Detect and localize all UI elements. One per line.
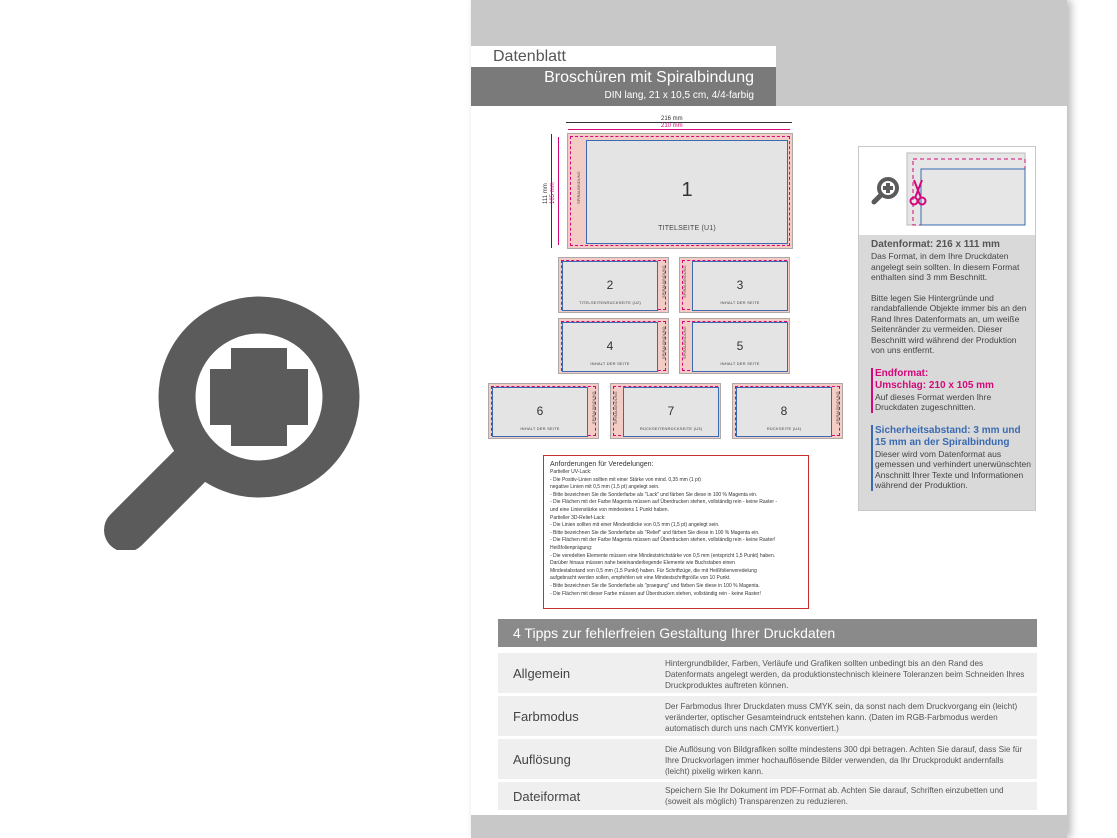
page-8: 8 RÜCKSEITE (U4) SPIRALBINDUNG [732, 383, 843, 439]
cover-label: TITELSEITE (U1) [658, 225, 716, 232]
finishing-line: Darüber hinaus müssen nahe beieinanderliegende Elemente wie Buchstaben einen [550, 560, 735, 567]
page-subtitle: DIN lang, 21 x 10,5 cm, 4/4-farbig [604, 90, 754, 101]
format-text: Das Format, in dem Ihre Druckdaten angelegt sein sollten. In diesem Format enthalten sind 3 mm Beschnitt. [871, 251, 1020, 282]
title-bar [471, 67, 776, 106]
format-text-2: Bitte legen Sie Hintergründe und randabfallende Objekte immer bis an den Rand Ihres Datenformats an, um weiße Seitenränder zu vermeiden. Dieser Beschnitt wird während der Produktion von uns entfernt. [871, 292, 1027, 355]
cover-page [567, 133, 793, 249]
zoom-in-small-icon[interactable] [871, 175, 901, 205]
dimension-line-pink [568, 129, 790, 130]
page-2: 2 TITELSEITENRÜCKSEITE (U2) SPIRALBINDUNG [558, 257, 669, 313]
finishing-line: - Die Flächen mit der Farbe Magenta müssen auf Überdrucken stehen, vollständig rein - keine Raster - [550, 499, 778, 506]
finishing-line: aufgebracht werden sollen, empfehlen wir eine Mindestschriftgröße von 10 Punkt. [550, 575, 731, 582]
finishing-line: - Die Flächen mit der Farbe Magenta müssen auf Überdrucken stehen, vollständig rein - keine Raster! [550, 537, 776, 544]
zoom-in-icon[interactable] [104, 290, 364, 550]
finishing-requirements-box [543, 455, 809, 609]
end-format-size: Umschlag: 210 x 105 mm [875, 379, 994, 391]
header-band-right [776, 46, 1067, 106]
tip-row-farbmodus [498, 696, 1037, 736]
info-preview [859, 147, 1035, 235]
page-title: Broschüren mit Spiralbindung [544, 69, 754, 86]
tips-heading: 4 Tipps zur fehlerfreien Gestaltung Ihrer Druckdaten [498, 619, 1037, 647]
finishing-line: Mindestabstand von 0,5 mm (1,5 Punkt) haben. Für Schriftzüge, die mit Heißfolienveredelung [550, 567, 757, 574]
dimension-width-outer: 216 mm [661, 116, 683, 122]
finishing-line: - Die Linien sollten mit einer Mindestdicke von 0,5 mm (1,5 pt) angelegt sein. [550, 522, 720, 529]
spine-label: SPIRALBINDUNG [576, 171, 581, 204]
header-band [471, 0, 1067, 46]
dimension-height-outer: 111 mm [543, 183, 549, 204]
tip-key: Allgemein [513, 665, 571, 681]
finishing-line: - Die Positiv-Linien sollten mit einer Stärke von mind. 0,35 mm (1 pt) [550, 476, 701, 483]
datasheet-label: Datenblatt [471, 46, 591, 67]
finishing-line: Partieller 3D-Relief-Lack: [550, 514, 606, 521]
tip-row-aufloesung [498, 739, 1037, 779]
finishing-line: und eine Linienstärke von mindestens 1 Punkt haben. [550, 506, 669, 513]
datasheet-page [471, 0, 1067, 838]
page-5: SPIRALBINDUNG 5 INHALT DER SEITE [679, 318, 790, 374]
finishing-title: Anforderungen für Veredelungen: [550, 461, 654, 468]
dimension-line-pink [558, 137, 559, 245]
scissors-icon [909, 177, 927, 207]
page-7: SPIRALBINDUNG 7 RÜCKSEITENRÜCKSEITE (U3) [610, 383, 721, 439]
finishing-line: - Die veredelten Elemente müssen eine Mindeststrichstärke von 0,5 mm (entspricht 1,5 Punkt) haben. [550, 552, 776, 559]
page-6: 6 INHALT DER SEITE SPIRALBINDUNG [488, 383, 599, 439]
tip-text: Speichern Sie Ihr Dokument im PDF-Format ab. Achten Sie darauf, Schriften einzubetten und (soweit als möglich) Transparenzen zu reduzieren. [665, 786, 1004, 806]
safety-title: Sicherheitsabstand: 3 mm und 15 mm an der Spiralbindung [875, 424, 1021, 448]
safety-text: Dieser wird vom Datenformat aus gemessen und verhindert unerwünschten Anschnitt Ihrer Texte und Informationen während der Produktion. [875, 448, 1031, 490]
finishing-line: Heißfolienprägung: [550, 544, 593, 551]
tip-key: Auflösung [513, 751, 571, 767]
finishing-line: - Bitte bezeichnen Sie die Sonderfarbe als "Lack" und färben Sie diese in 100 % Magenta ein. [550, 491, 758, 498]
page-4: 4 INHALT DER SEITE SPIRALBINDUNG [558, 318, 669, 374]
cover-number: 1 [681, 179, 693, 201]
page-3: SPIRALBINDUNG 3 INHALT DER SEITE [679, 257, 790, 313]
tip-key: Dateiformat [513, 788, 581, 804]
finishing-line: Partieller UV-Lack: [550, 469, 592, 475]
dimension-height-inner: 105 mm [550, 182, 556, 204]
footer-band [471, 815, 1067, 838]
cover-face [586, 140, 788, 244]
finishing-line: - Bitte bezeichnen Sie die Sonderfarbe als "Relief" und färben Sie diese in 100 % Magenta ein. [550, 529, 760, 536]
end-format-title: Endformat: [875, 367, 929, 379]
tip-text: Die Auflösung von Bildgrafiken sollte mindestens 300 dpi betragen. Achten Sie darauf, dass Sie für Ihre Druckvorlagen immer hochauflösende Bilder verwenden, da Ihr Druckprodukt andernfalls (leicht) pixelig wirken kann. [665, 745, 1023, 776]
info-box [858, 146, 1036, 511]
tip-text: Hintergrundbilder, Farben, Verläufe und Grafiken sollten unbedingt bis an den Rand des Datenformats angelegt werden, da produktionstechnisch kleinere Toleranzen beim Schneiden Ihres Druckproduktes auftreten können. [665, 659, 1025, 690]
finishing-line: - Bitte bezeichnen Sie die Sonderfarbe als "praegung" und färben Sie diese in 100 % Magenta. [550, 582, 760, 589]
finishing-line: negative Linien mit 0,5 mm (1,5 pt) angelegt sein. [550, 484, 660, 491]
tip-row-dateiformat [498, 782, 1037, 810]
tip-text: Der Farbmodus Ihrer Druckdaten muss CMYK sein, da sonst nach dem Druckvorgang ein (leicht) veränderter, optischer Gesamteindruck entstehen kann. (Daten im RGB-Farbmodus werden automatisch durch uns nach CMYK konvertiert.) [665, 702, 1018, 733]
finishing-line: - Die Flächen mit dieser Farbe müssen auf Überdrucken stehen, vollständig rein - keine Raster! [550, 590, 761, 597]
tip-key: Farbmodus [513, 708, 579, 724]
end-format-text: Auf dieses Format werden Ihre Druckdaten zugeschnitten. [875, 391, 992, 412]
dimension-width-inner: 210 mm [661, 123, 683, 129]
format-title: Datenformat: 216 x 111 mm [871, 239, 1000, 250]
tip-row-allgemein [498, 653, 1037, 693]
